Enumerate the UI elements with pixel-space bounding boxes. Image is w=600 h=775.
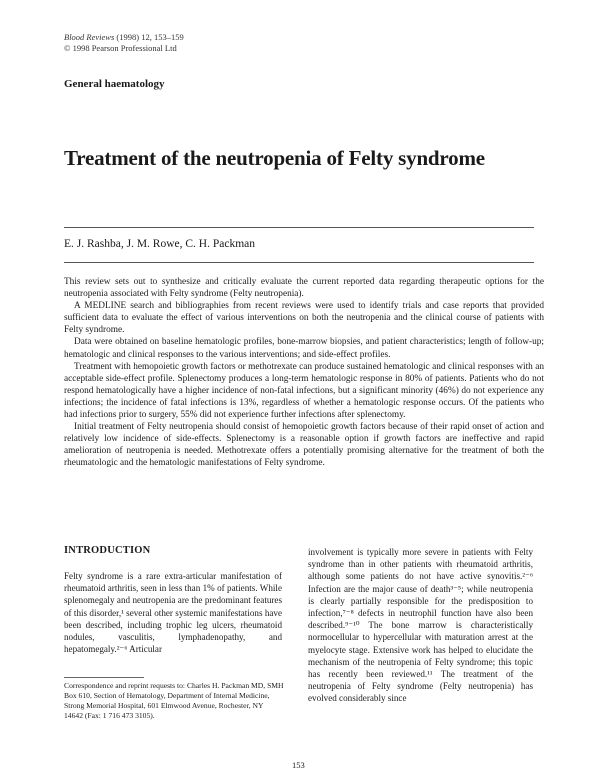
footnote-divider [64, 677, 144, 678]
journal-citation: (1998) 12, 153–159 [116, 32, 184, 42]
copyright-line: © 1998 Pearson Professional Ltd [64, 43, 177, 53]
intro-heading: INTRODUCTION [64, 545, 151, 556]
journal-name: Blood Reviews [64, 32, 115, 42]
abstract-paragraph: Initial treatment of Felty neutropenia should consist of hemopoietic growth factors because of their rapid onset of action and relatively low incidence of side-effects. Splenectomy is a reasonable option if growth factors are ineffective and rapid amelioration of neutropenia is needed. Methotrexate offers a potentially promising alternative for the treatment of both the rheumatologic and the hematologic manifestations of Felty syndrome. [64, 422, 544, 469]
title-divider [64, 227, 534, 228]
page-number: 153 [292, 760, 305, 770]
abstract-paragraph: This review sets out to synthesize and critically evaluate the current reported data regarding therapeutic options for the neutropenia associated with Felty syndrome (Felty neutropenia). [64, 277, 544, 300]
abstract-paragraph: Data were obtained on baseline hematologic profiles, bone-marrow biopsies, and patient characteristics; length of follow-up; hematologic and clinical responses to the various interventions; and side-effect profiles. [64, 337, 544, 360]
abstract [64, 276, 544, 470]
correspondence-footnote: Correspondence and reprint requests to: Charles H. Packman MD, SMH Box 610, Section of Hematology, Department of Internal Medicine, Strong Memorial Hospital, 601 Elmwood Avenue, Rochester, NY 14642 (Fax: 1 716 473 3105). [64, 681, 284, 720]
journal-header [64, 32, 184, 54]
abstract-paragraph: Treatment with hemopoietic growth factors or methotrexate can produce sustained hematologic and clinical responses with an acceptable side-effect profile. Splenectomy produces a long-term hematologic response in 80% of patients. Patients who do not respond hematologically have a higher incidence of non-fatal infections, but a significant minority (46%) do not experience any infections; the incidence of fatal infections is 13%, regardless of whether a hematologic response occurs. Of the patients who had infections prior to surgery, 55% did not experience further infections after splenectomy. [64, 361, 544, 421]
intro-right-column: involvement is typically more severe in patients with Felty syndrome than in other patients with rheumatoid arthritis, although some patients do not have active synovitis.²⁻⁶ Infection are the major cause of death³⁻⁵; while neutropenia is clearly partially responsible for the predisposition to infection,⁷⁻⁸ defects in neutrophil function have also been described.⁹⁻¹⁰ The bone marrow is characteristically normocellular to hypercellular with maturation arrest at the myelocyte stage. Extensive work has helped to elucidate the mechanism of the neutropenia of Felty syndrome; this topic has recently been reviewed.¹¹ The treatment of the neutropenia of Felty syndrome (Felty neutropenia) has evolved considerably since [308, 547, 533, 704]
section-label: General haematology [64, 78, 165, 90]
article-title: Treatment of the neutropenia of Felty syndrome [64, 146, 485, 170]
author-divider [64, 262, 534, 263]
author-list: E. J. Rashba, J. M. Rowe, C. H. Packman [64, 238, 256, 250]
abstract-paragraph: A MEDLINE search and bibliographies from recent reviews were used to identify trials and case reports that provided sufficient data to evaluate the effect of various interventions on both the neutropenia and the clinical course of patients with Felty syndrome. [64, 301, 544, 336]
intro-left-column: Felty syndrome is a rare extra-articular manifestation of rheumatoid arthritis, seen in less than 1% of patients. While splenomegaly and neutropenia are the predominant features of this disorder,¹ several other systemic manifestations have been described, including trophic leg ulcers, rheumatoid nodules, vasculitis, lymphadenopathy, and hepatomegaly.²⁻⁶ Articular [64, 571, 282, 655]
